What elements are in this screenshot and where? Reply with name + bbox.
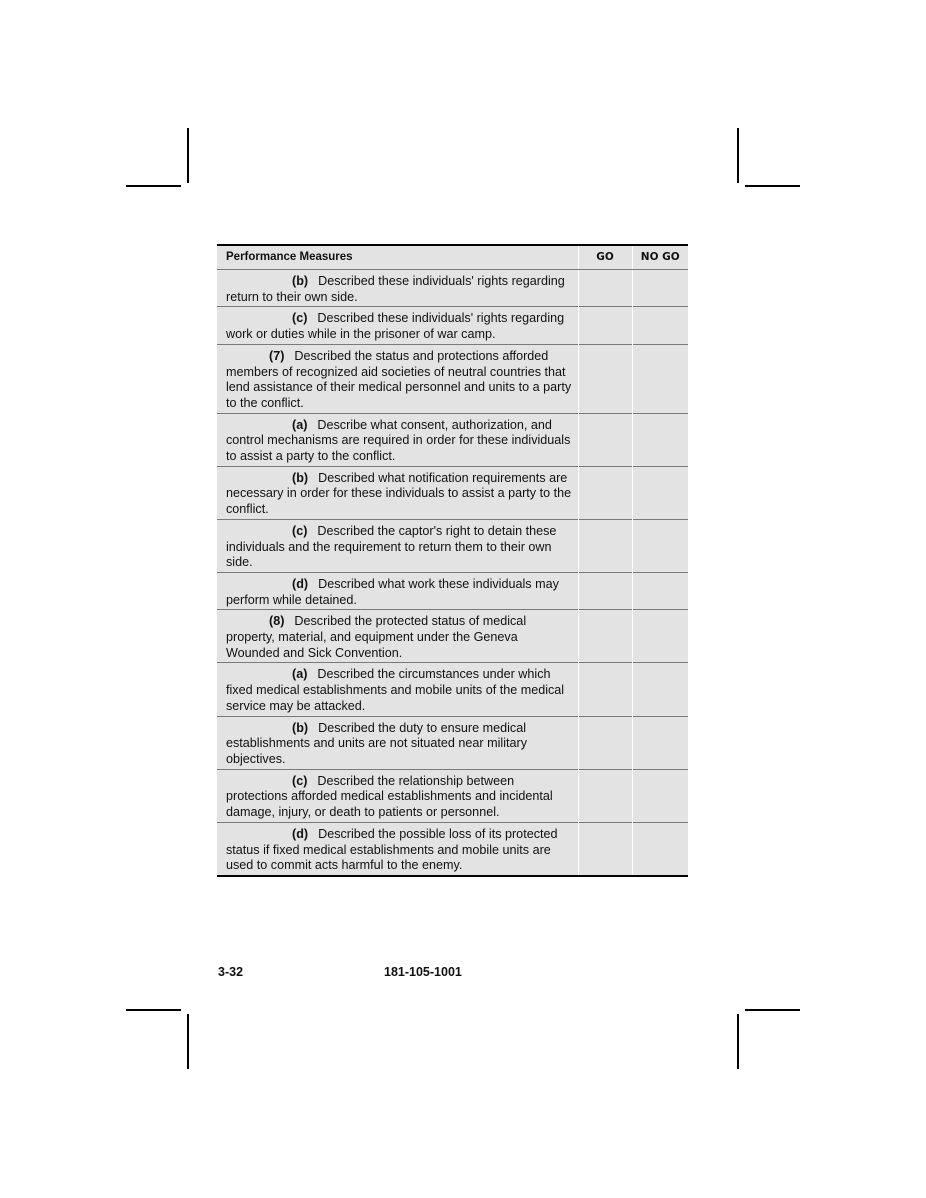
go-checkbox-cell[interactable] [578, 572, 632, 609]
crop-mark-top-right-horizontal [745, 185, 800, 187]
measure-text: Described what work these individuals may perform while detained. [226, 576, 559, 607]
no-go-checkbox-cell[interactable] [632, 822, 688, 876]
measures-body [217, 270, 688, 876]
measure-marker: (c) [292, 523, 308, 538]
measure-cell [217, 344, 578, 413]
crop-mark-top-left-horizontal [126, 185, 181, 187]
go-heading: GO [578, 245, 632, 270]
crop-mark-bottom-left-vertical [187, 1014, 189, 1069]
go-checkbox-cell[interactable] [578, 663, 632, 716]
table-row [217, 822, 688, 876]
measure-text: Described these individuals' rights regarding work or duties while in the prisoner of war camp. [226, 311, 565, 342]
measure-cell [217, 716, 578, 769]
crop-mark-top-right-vertical [737, 128, 739, 183]
go-checkbox-cell[interactable] [578, 769, 632, 822]
no-go-checkbox-cell[interactable] [632, 769, 688, 822]
go-checkbox-cell[interactable] [578, 307, 632, 344]
measure-marker: (7) [269, 348, 285, 363]
measure-marker: (a) [292, 667, 308, 682]
measure-cell [217, 466, 578, 519]
page-number: 3-32 [218, 965, 244, 979]
table-row [217, 769, 688, 822]
measure-cell [217, 769, 578, 822]
crop-mark-bottom-right-horizontal [745, 1009, 800, 1011]
no-go-checkbox-cell[interactable] [632, 663, 688, 716]
performance-measures-table [217, 244, 688, 877]
measure-marker: (b) [292, 470, 309, 485]
measure-cell [217, 572, 578, 609]
go-checkbox-cell[interactable] [578, 270, 632, 307]
measure-cell [217, 413, 578, 466]
measure-text: Described the duty to ensure medical establishments and units are not situated near military objectives. [226, 720, 528, 766]
go-checkbox-cell[interactable] [578, 519, 632, 572]
measure-text: Described the protected status of medical property, material, and equipment under the Geneva Wounded and Sick Convention. [226, 614, 527, 660]
measure-text: Described the captor's right to detain these individuals and the requirement to return them to their own side. [226, 523, 557, 570]
table-row [217, 413, 688, 466]
measure-marker: (d) [292, 576, 309, 591]
measure-marker: (a) [292, 417, 308, 432]
measure-text: Described the circumstances under which fixed medical establishments and mobile units of the medical service may be attacked. [226, 667, 565, 713]
crop-mark-bottom-right-vertical [737, 1014, 739, 1069]
table-row [217, 270, 688, 307]
table-row [217, 610, 688, 663]
go-checkbox-cell[interactable] [578, 344, 632, 413]
measure-marker: (c) [292, 773, 308, 788]
performance-measures-heading: Performance Measures [217, 245, 578, 270]
no-go-checkbox-cell[interactable] [632, 413, 688, 466]
measure-cell [217, 822, 578, 876]
measure-marker: (d) [292, 826, 309, 841]
measure-cell [217, 663, 578, 716]
go-checkbox-cell[interactable] [578, 610, 632, 663]
no-go-checkbox-cell[interactable] [632, 716, 688, 769]
measure-cell [217, 610, 578, 663]
go-checkbox-cell[interactable] [578, 413, 632, 466]
measure-text: Described the relationship between protections afforded medical establishments and incidental damage, injury, or death to patients or personnel. [226, 773, 553, 820]
measure-cell [217, 270, 578, 307]
no-go-checkbox-cell[interactable] [632, 610, 688, 663]
measure-cell [217, 307, 578, 344]
table-row [217, 663, 688, 716]
measure-text: Describe what consent, authorization, and control mechanisms are required in order for these individuals to assist a party to the conflict. [226, 417, 571, 464]
measure-text: Described what notification requirements are necessary in order for these individuals to assist a party to the conflict. [226, 470, 572, 517]
document-number: 181-105-1001 [384, 965, 462, 979]
table-row [217, 572, 688, 609]
measure-text: Described the possible loss of its protected status if fixed medical establishments and mobile units are used to commit acts harmful to the enemy. [226, 826, 558, 873]
measure-text: Described these individuals' rights regarding return to their own side. [226, 274, 565, 304]
crop-mark-bottom-left-horizontal [126, 1009, 181, 1011]
no-go-checkbox-cell[interactable] [632, 270, 688, 307]
no-go-checkbox-cell[interactable] [632, 344, 688, 413]
go-checkbox-cell[interactable] [578, 716, 632, 769]
measure-cell [217, 519, 578, 572]
table-row [217, 466, 688, 519]
table-row [217, 307, 688, 344]
no-go-checkbox-cell[interactable] [632, 519, 688, 572]
no-go-checkbox-cell[interactable] [632, 466, 688, 519]
no-go-heading: NO GO [632, 245, 688, 270]
no-go-checkbox-cell[interactable] [632, 307, 688, 344]
measure-marker: (8) [269, 614, 285, 629]
no-go-checkbox-cell[interactable] [632, 572, 688, 609]
table-row [217, 344, 688, 413]
table-header-row [217, 245, 688, 270]
crop-mark-top-left-vertical [187, 128, 189, 183]
measure-marker: (c) [292, 311, 308, 326]
measure-text: Described the status and protections afforded members of recognized aid societies of neutral countries that lend assistance of their medical personnel and units to a party to the conflict. [226, 348, 572, 410]
go-checkbox-cell[interactable] [578, 822, 632, 876]
table-row [217, 716, 688, 769]
table-row [217, 519, 688, 572]
measure-marker: (b) [292, 274, 309, 288]
go-checkbox-cell[interactable] [578, 466, 632, 519]
measure-marker: (b) [292, 720, 309, 735]
